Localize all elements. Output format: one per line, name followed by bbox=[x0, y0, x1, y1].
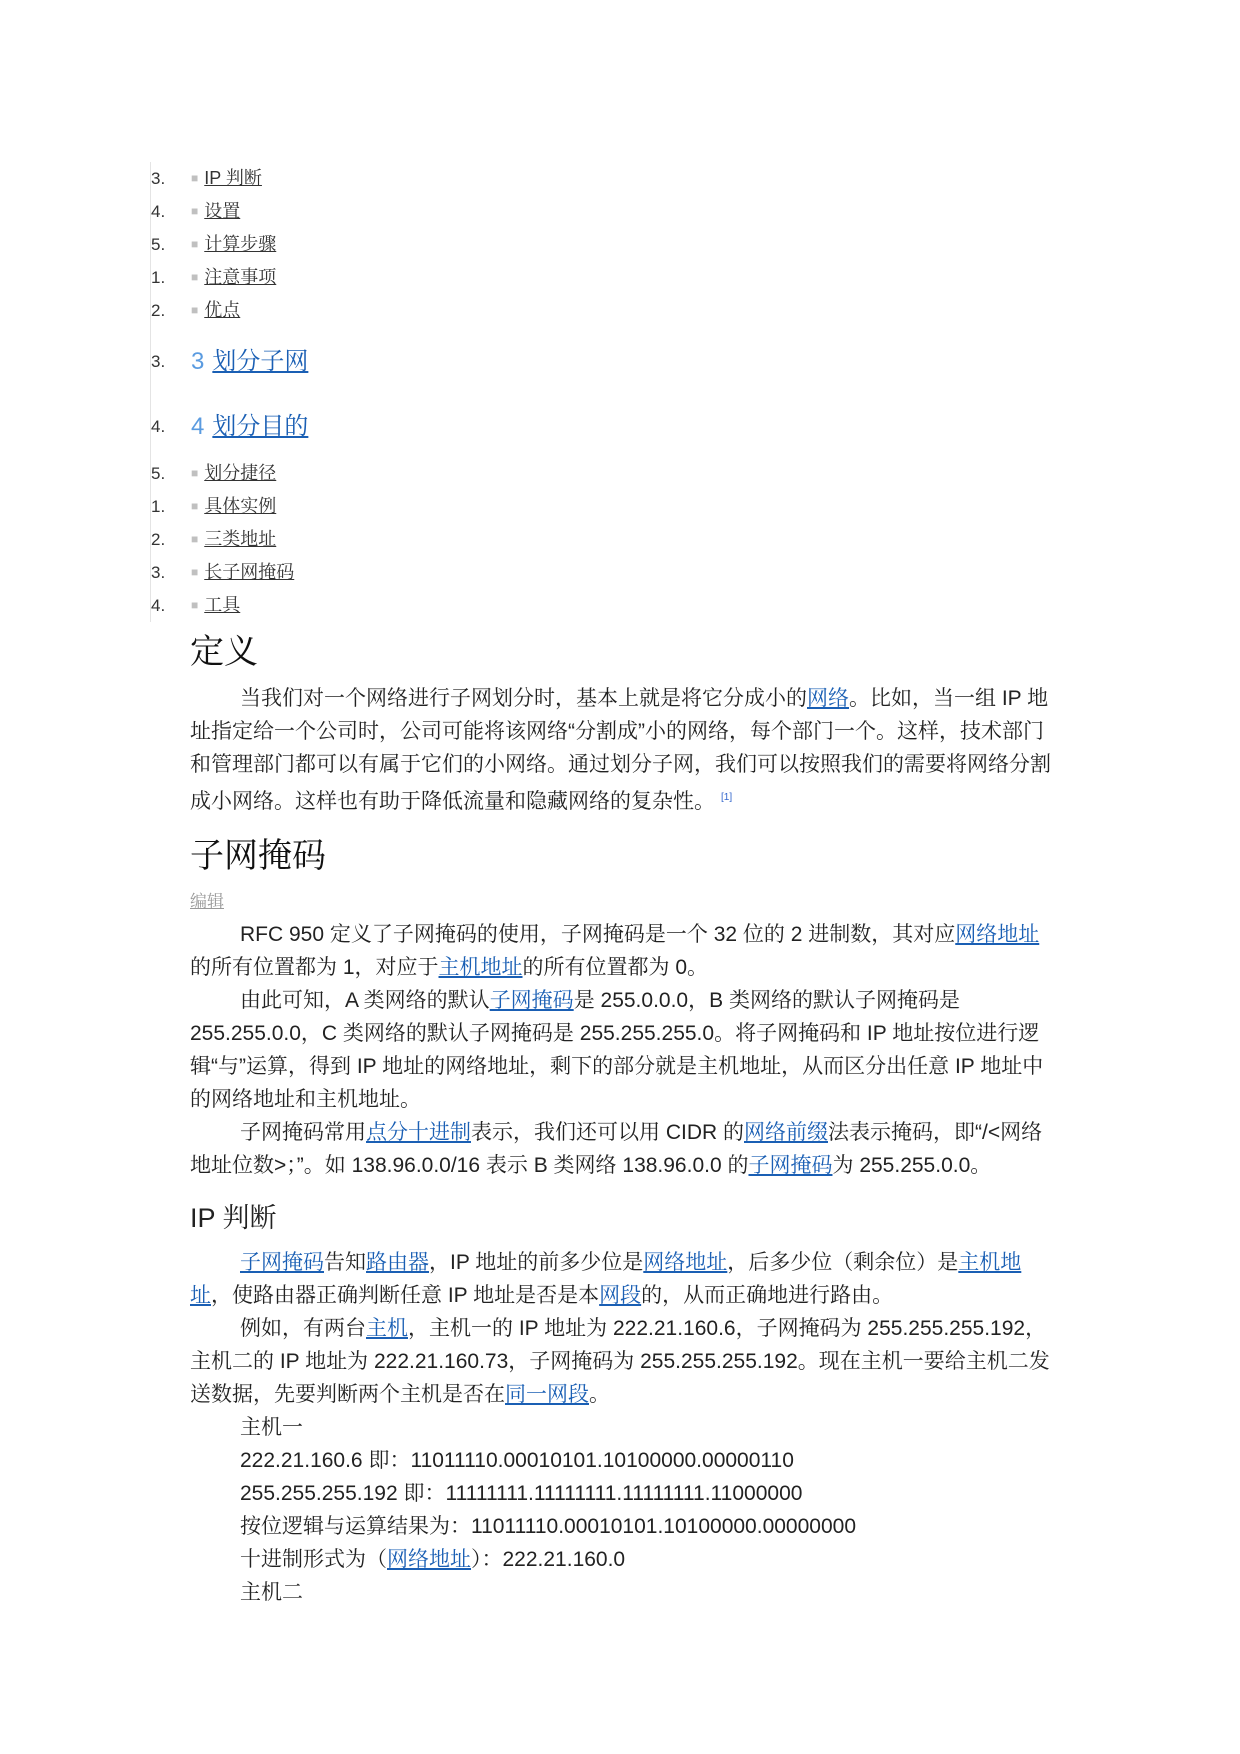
toc-item-entry bbox=[191, 294, 240, 327]
toc-item bbox=[151, 195, 551, 228]
link-network[interactable]: 网络 bbox=[807, 687, 849, 710]
toc-item-number: 5. bbox=[151, 464, 166, 483]
link-dotted-decimal[interactable]: 点分十进制 bbox=[366, 1121, 471, 1144]
toc-item-link[interactable]: 设置 bbox=[204, 201, 241, 221]
reference-link[interactable]: [1] bbox=[721, 792, 733, 803]
toc-item bbox=[151, 261, 551, 294]
edit-link[interactable]: 编辑 bbox=[190, 892, 224, 911]
toc-item-link[interactable]: IP 判断 bbox=[204, 168, 262, 188]
mask-paragraph-1: RFC 950 定义了子网掩码的使用，子网掩码是一个 32 位的 2 进制数，其对应网络地址的所有位置都为 1，对应于主机地址的所有位置都为 0。 bbox=[190, 923, 1040, 979]
toc-item-link[interactable]: 划分捷径 bbox=[204, 463, 277, 483]
square-bullet-icon: ■ bbox=[191, 303, 199, 317]
toc-item bbox=[151, 490, 551, 523]
link-network-address[interactable]: 网络地址 bbox=[955, 923, 1040, 946]
square-bullet-icon: ■ bbox=[191, 565, 199, 579]
host-one-decimal-result: 十进制形式为（网络地址）：222.21.160.0 bbox=[240, 1548, 626, 1571]
toc-item-link[interactable]: 注意事项 bbox=[204, 267, 277, 287]
toc-item-link[interactable]: 具体实例 bbox=[204, 496, 277, 516]
toc-item bbox=[151, 589, 551, 622]
mask-paragraph-3: 子网掩码常用点分十进制表示，我们还可以用 CIDR 的网络前缀法表示掩码，即“/<网络地址位数>；”。如 138.96.0.0/16 表示 B 类网络 138.96.0.0 的子网掩码为 255.255.0.0。 bbox=[190, 1121, 1043, 1177]
toc-item-entry bbox=[191, 457, 276, 490]
toc-item bbox=[151, 162, 551, 195]
toc-item-number: 1. bbox=[151, 268, 166, 287]
toc-item bbox=[151, 327, 551, 392]
toc-item-link[interactable]: 三类地址 bbox=[204, 529, 277, 549]
host-one-and-result: 按位逻辑与运算结果为：11011110.00010101.10100000.00000000 bbox=[240, 1515, 857, 1538]
toc-item-entry bbox=[191, 261, 276, 294]
toc-item bbox=[151, 457, 551, 490]
toc-item bbox=[151, 392, 551, 457]
link-router[interactable]: 路由器 bbox=[366, 1251, 429, 1274]
toc-item bbox=[151, 294, 551, 327]
toc-item-entry bbox=[191, 329, 308, 394]
toc-item-link[interactable]: 长子网掩码 bbox=[204, 562, 295, 582]
square-bullet-icon: ■ bbox=[191, 532, 199, 546]
host-two-label: 主机二 bbox=[240, 1581, 303, 1604]
toc-item-entry bbox=[191, 589, 240, 622]
toc-item-number: 2. bbox=[151, 530, 166, 549]
toc-item-entry bbox=[191, 523, 276, 556]
link-segment[interactable]: 网段 bbox=[599, 1284, 642, 1307]
section-heading-definition: 定义 bbox=[190, 633, 258, 671]
link-same-segment[interactable]: 同一网段 bbox=[505, 1383, 589, 1406]
toc-item-number: 3. bbox=[151, 169, 166, 188]
toc-item-link[interactable]: 划分子网 bbox=[212, 348, 309, 375]
link-subnet-mask-2[interactable]: 子网掩码 bbox=[748, 1154, 833, 1177]
link-subnet-mask-3[interactable]: 子网掩码 bbox=[240, 1251, 324, 1274]
link-host[interactable]: 主机 bbox=[366, 1317, 408, 1340]
toc-item-number: 5. bbox=[151, 235, 166, 254]
toc-item-entry bbox=[191, 490, 276, 523]
toc-item-link[interactable]: 计算步骤 bbox=[204, 234, 277, 254]
toc-item-index: 4 bbox=[191, 413, 205, 440]
host-one-label: 主机一 bbox=[240, 1416, 303, 1439]
square-bullet-icon: ■ bbox=[191, 499, 199, 513]
ipjudge-paragraph-2: 例如，有两台主机，主机一的 IP 地址为 222.21.160.6，子网掩码为 255.255.255.192，主机二的 IP 地址为 222.21.160.73，子网掩码为 255.255.255.192。现在主机一要给主机二发送数据，先要判断两个主机是否在同一网段。 bbox=[190, 1317, 1050, 1406]
toc-item-entry bbox=[191, 162, 262, 195]
toc-item-number: 2. bbox=[151, 301, 166, 320]
toc-item-entry bbox=[191, 228, 276, 261]
toc-item-index: 3 bbox=[191, 348, 205, 375]
square-bullet-icon: ■ bbox=[191, 270, 199, 284]
toc-item-link[interactable]: 划分目的 bbox=[212, 413, 309, 440]
link-network-address-2[interactable]: 网络地址 bbox=[643, 1251, 728, 1274]
square-bullet-icon: ■ bbox=[191, 237, 199, 251]
toc-item-number: 4. bbox=[151, 417, 166, 436]
toc-item bbox=[151, 523, 551, 556]
section-heading-ip-judge: IP 判断 bbox=[190, 1203, 277, 1233]
link-host-address-2[interactable]: 主机地址 bbox=[190, 1251, 1022, 1307]
table-of-contents bbox=[150, 162, 551, 622]
definition-paragraph: 当我们对一个网络进行子网划分时，基本上就是将它分成小的网络。比如，当一组 IP 地址指定给一个公司时，公司可能将该网络“分割成”小的网络，每个部门一个。这样，技术部门和管理部门都可以有属于它们的小网络。通过划分子网，我们可以按照我们的需要将网络分割成小网络。这样也有助于降低流量和隐藏网络的复杂性。 [1] bbox=[190, 687, 1051, 813]
square-bullet-icon: ■ bbox=[191, 598, 199, 612]
toc-item-number: 1. bbox=[151, 497, 166, 516]
mask-paragraph-2: 由此可知，A 类网络的默认子网掩码是 255.0.0.0，B 类网络的默认子网掩码是 255.255.0.0，C 类网络的默认子网掩码是 255.255.255.0。将子网掩码和 IP 地址按位进行逻辑“与”运算，得到 IP 地址的网络地址，剩下的部分就是主机地址，从而区分出任意 IP 地址中的网络地址和主机地址。 bbox=[190, 989, 1044, 1111]
square-bullet-icon: ■ bbox=[191, 466, 199, 480]
host-one-ip-binary: 222.21.160.6 即：11011110.00010101.10100000.00000110 bbox=[240, 1449, 794, 1472]
toc-item-number: 4. bbox=[151, 596, 166, 615]
toc-item-link[interactable]: 工具 bbox=[204, 595, 241, 615]
toc-item-entry bbox=[191, 394, 308, 459]
toc-item-number: 3. bbox=[151, 563, 166, 582]
toc-item-link[interactable]: 优点 bbox=[204, 300, 241, 320]
square-bullet-icon: ■ bbox=[191, 204, 199, 218]
toc-item-number: 4. bbox=[151, 202, 166, 221]
host-one-mask-binary: 255.255.255.192 即：11111111.11111111.11111111.11000000 bbox=[240, 1482, 803, 1505]
link-host-address[interactable]: 主机地址 bbox=[438, 956, 523, 979]
section-heading-subnet-mask: 子网掩码 bbox=[190, 837, 326, 875]
toc-item-entry bbox=[191, 556, 294, 589]
ipjudge-paragraph-1: 子网掩码告知路由器，IP 地址的前多少位是网络地址，后多少位（剩余位）是主机地址，使路由器正确判断任意 IP 地址是否是本网段的，从而正确地进行路由。 bbox=[190, 1251, 1022, 1307]
link-network-address-3[interactable]: 网络地址 bbox=[387, 1548, 471, 1571]
toc-item-number: 3. bbox=[151, 352, 166, 371]
toc-item-entry bbox=[191, 195, 240, 228]
toc-item bbox=[151, 556, 551, 589]
toc-item bbox=[151, 228, 551, 261]
square-bullet-icon: ■ bbox=[191, 171, 199, 185]
article-content bbox=[190, 628, 1060, 1609]
link-network-prefix[interactable]: 网络前缀 bbox=[744, 1121, 828, 1144]
link-subnet-mask[interactable]: 子网掩码 bbox=[489, 989, 574, 1012]
